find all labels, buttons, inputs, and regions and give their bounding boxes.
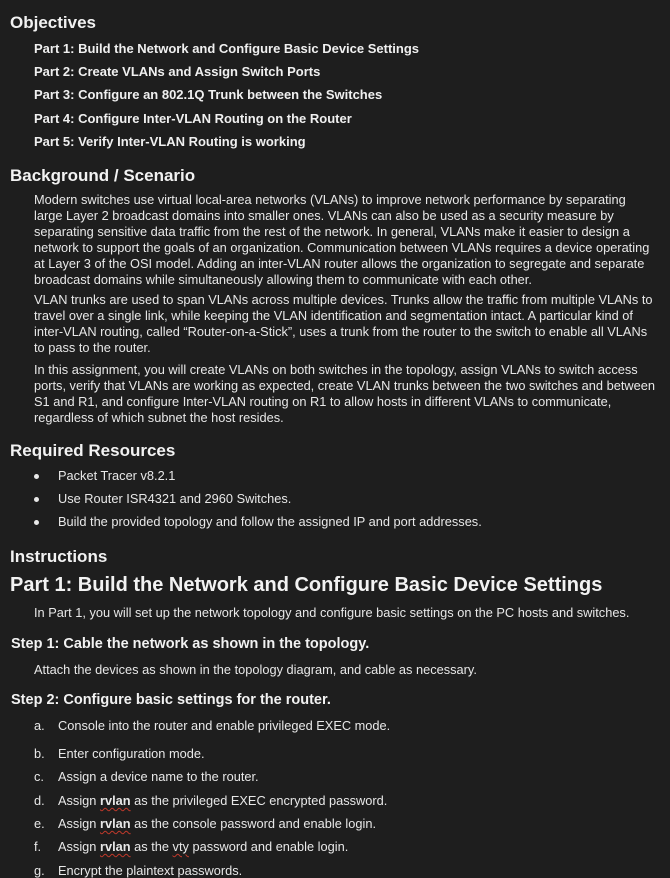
list-marker: c. <box>34 769 44 784</box>
step2-item-g: Encrypt the plaintext passwords. <box>58 863 243 878</box>
step2-heading: Step 2: Configure basic settings for the router. <box>11 692 331 708</box>
objective-part-5: Part 5: Verify Inter-VLAN Routing is working <box>34 134 306 149</box>
background-paragraph-2 <box>34 292 670 356</box>
objective-part-1: Part 1: Build the Network and Configure Basic Device Settings <box>34 41 420 56</box>
keyword-password: rvlan <box>99 793 131 808</box>
list-marker: a. <box>34 718 45 733</box>
text-run: Assign <box>58 816 100 831</box>
text-run: Assign <box>58 793 100 808</box>
step2-item-b: Enter configuration mode. <box>58 746 205 761</box>
paragraph-line: network to support the goals of an organization. Communication between VLANs requires a device operating <box>34 240 650 255</box>
keyword-password: rvlan <box>99 839 131 854</box>
list-marker: b. <box>34 746 45 761</box>
paragraph-line: inter-VLAN routing, called “Router-on-a-Stick”, uses a trunk from the router to the switch to enable all VLANs <box>34 324 648 339</box>
paragraph-line: S1 and R1, and configure Inter-VLAN routing on R1 to allow hosts in different VLANs to communicate, <box>34 394 612 409</box>
paragraph-line: at Layer 3 of the OSI model. Adding an inter-VLAN router allows the organization to segregate and separate <box>34 256 645 271</box>
paragraph-line: separating sensitive data traffic from the rest of the network. In general, VLANs make it easier to design a <box>34 224 630 239</box>
objective-part-2: Part 2: Create VLANs and Assign Switch Ports <box>34 64 321 79</box>
bullet-icon <box>34 520 39 525</box>
keyword-vty: vty <box>172 839 189 854</box>
keyword-password: rvlan <box>99 816 131 831</box>
paragraph-line: Modern switches use virtual local-area networks (VLANs) to improve network performance by separating <box>34 192 626 207</box>
paragraph-line: VLAN trunks are used to span VLANs across multiple devices. Trunks allow the traffic from multiple VLANs to <box>34 292 653 307</box>
paragraph-line: In this assignment, you will create VLANs on both switches in the topology, assign VLANs to switch access <box>34 362 638 377</box>
paragraph-line: broadcast domains while simultaneously allowing them to communicate with each other. <box>34 272 532 287</box>
list-marker: g. <box>34 863 45 878</box>
resource-item-2: Use Router ISR4321 and 2960 Switches. <box>58 491 292 506</box>
resource-item-3: Build the provided topology and follow the assigned IP and port addresses. <box>58 514 482 529</box>
step2-item-d <box>58 793 387 808</box>
step2-item-f <box>58 839 348 854</box>
resources-heading: Required Resources <box>10 441 176 460</box>
text-run: as the console password and enable login. <box>130 816 377 831</box>
paragraph-line: regardless of which subnet the host resides. <box>34 410 284 425</box>
paragraph-line: travel over a single link, while keeping the VLAN identification and segmentation intact. A particular kind of <box>34 308 633 323</box>
bullet-icon <box>34 497 39 502</box>
paragraph-line: large Layer 2 broadcast domains into smaller ones. VLANs can also be used as a security measure by <box>34 208 614 223</box>
bullet-icon <box>34 474 39 479</box>
objective-part-3: Part 3: Configure an 802.1Q Trunk between the Switches <box>34 87 383 102</box>
text-run: Assign <box>58 839 100 854</box>
background-paragraph-1 <box>34 192 670 288</box>
background-paragraph-3 <box>34 362 670 426</box>
text-run: as the <box>130 839 173 854</box>
part1-heading: Part 1: Build the Network and Configure Basic Device Settings <box>10 574 603 596</box>
text-run: password and enable login. <box>188 839 349 854</box>
paragraph-line: ports, verify that VLANs are working as expected, create VLAN trunks between the two switches and between <box>34 378 655 393</box>
background-heading: Background / Scenario <box>10 166 196 185</box>
list-marker: e. <box>34 816 45 831</box>
objectives-heading: Objectives <box>10 13 96 32</box>
step1-text: Attach the devices as shown in the topology diagram, and cable as necessary. <box>34 662 477 677</box>
instructions-heading: Instructions <box>10 547 108 566</box>
step1-heading: Step 1: Cable the network as shown in the topology. <box>11 636 370 652</box>
part1-intro: In Part 1, you will set up the network topology and configure basic settings on the PC hosts and switches. <box>34 605 630 620</box>
list-marker: f. <box>34 839 42 854</box>
resource-item-1: Packet Tracer v8.2.1 <box>58 468 176 483</box>
text-run: as the privileged EXEC encrypted password. <box>130 793 388 808</box>
step2-item-c: Assign a device name to the router. <box>58 769 259 784</box>
step2-item-a: Console into the router and enable privileged EXEC mode. <box>58 718 391 733</box>
paragraph-line: to pass to the router. <box>34 340 151 355</box>
step2-item-e <box>58 816 376 831</box>
objective-part-4: Part 4: Configure Inter-VLAN Routing on the Router <box>34 111 352 126</box>
list-marker: d. <box>34 793 45 808</box>
